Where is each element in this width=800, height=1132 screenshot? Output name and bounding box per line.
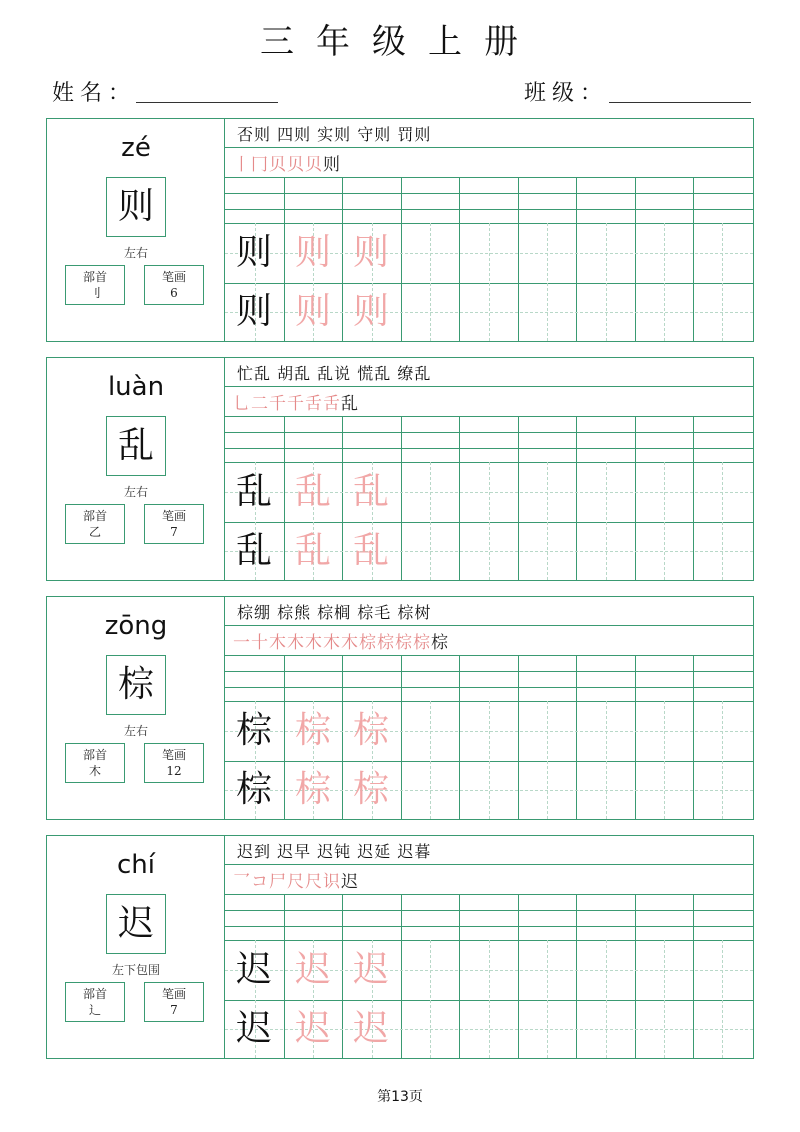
stroke-count-value: 6 <box>170 286 178 300</box>
trace-character: 乱 <box>294 530 331 571</box>
guide-line <box>430 940 431 1058</box>
practice-area <box>225 358 753 580</box>
model-character: 乱 <box>235 471 272 512</box>
stroke-step: 棕 <box>395 633 413 653</box>
grid-line <box>401 177 402 341</box>
stroke-step: 丨 <box>233 155 251 175</box>
guide-line <box>430 462 431 580</box>
guide-line <box>489 223 490 341</box>
grid-line <box>459 894 460 1058</box>
trace-character: 乱 <box>352 530 389 571</box>
guide-line <box>664 701 665 819</box>
guide-line <box>489 462 490 580</box>
grid-line <box>225 625 753 626</box>
grid-line <box>225 147 753 148</box>
radical-value: 乙 <box>88 525 101 539</box>
grid-line <box>635 655 636 819</box>
grid-line <box>693 894 694 1058</box>
grid-line <box>459 655 460 819</box>
grid-line <box>225 432 753 433</box>
stroke-step: 尸 <box>269 872 287 892</box>
character-box: 则 <box>106 177 166 237</box>
stroke-step: 木 <box>305 633 323 653</box>
grid-line <box>459 177 460 341</box>
guide-line <box>722 223 723 341</box>
stroke-step: 棕 <box>377 633 395 653</box>
stroke-count-label: 笔画 <box>161 748 186 762</box>
page-number: 第13页 <box>377 1089 423 1105</box>
stroke-step: 一 <box>233 633 251 653</box>
structure-label: 左下包围 <box>111 963 160 977</box>
pinyin: zé <box>121 133 151 163</box>
grid-line <box>225 910 753 911</box>
grid-line <box>225 177 753 178</box>
stroke-step: 千 <box>269 394 287 414</box>
word-list: 忙乱 胡乱 乱说 慌乱 缭乱 <box>237 364 432 383</box>
guide-line <box>547 223 548 341</box>
grid-line <box>225 386 753 387</box>
stroke-order <box>233 867 359 891</box>
stroke-count-box <box>144 265 204 305</box>
model-character: 则 <box>235 232 272 273</box>
grid-line <box>225 209 753 210</box>
guide-line <box>722 462 723 580</box>
grid-line <box>225 671 753 672</box>
radical-box <box>65 743 125 783</box>
guide-line <box>606 940 607 1058</box>
stroke-step: 十 <box>251 633 269 653</box>
trace-character: 则 <box>294 232 331 273</box>
trace-character: 迟 <box>352 1008 389 1049</box>
grid-line <box>693 177 694 341</box>
grid-line <box>225 193 753 194</box>
trace-character: 则 <box>352 291 389 332</box>
char-info-panel <box>47 119 225 341</box>
model-character: 棕 <box>235 710 272 751</box>
trace-character: 乱 <box>294 471 331 512</box>
page-title: 三年级上册 <box>260 22 540 62</box>
stroke-order <box>233 628 449 652</box>
radical-value: 刂 <box>88 286 101 300</box>
trace-character: 则 <box>352 232 389 273</box>
stroke-step: 舌 <box>323 394 341 414</box>
trace-character: 棕 <box>352 769 389 810</box>
grid-line <box>635 177 636 341</box>
guide-line <box>489 701 490 819</box>
stroke-step: 尺 <box>305 872 323 892</box>
model-character: 则 <box>235 291 272 332</box>
stroke-step: 木 <box>287 633 305 653</box>
guide-line <box>489 940 490 1058</box>
stroke-step: 贝 <box>287 155 305 175</box>
character-box: 迟 <box>106 894 166 954</box>
trace-character: 则 <box>294 291 331 332</box>
radical-label: 部首 <box>82 748 107 762</box>
stroke-count-box <box>144 982 204 1022</box>
stroke-count-label: 笔画 <box>161 987 186 1001</box>
stroke-count-value: 7 <box>170 525 178 539</box>
character-card <box>46 118 754 342</box>
stroke-step: 二 <box>251 394 269 414</box>
practice-area <box>225 836 753 1058</box>
stroke-step: 乱 <box>341 394 359 414</box>
model-character: 迟 <box>235 949 272 990</box>
char-info-panel <box>47 358 225 580</box>
stroke-step: 千 <box>287 394 305 414</box>
grid-line <box>225 687 753 688</box>
radical-box <box>65 265 125 305</box>
model-character: 迟 <box>235 1008 272 1049</box>
practice-area <box>225 119 753 341</box>
guide-line <box>722 940 723 1058</box>
grid-line <box>518 177 519 341</box>
word-list: 棕绷 棕熊 棕榈 棕毛 棕树 <box>237 603 432 622</box>
trace-character: 棕 <box>294 769 331 810</box>
grid-line <box>635 416 636 580</box>
structure-label: 左右 <box>123 724 148 738</box>
guide-line <box>430 223 431 341</box>
name-label: 姓名： <box>52 81 137 106</box>
model-character: 棕 <box>235 769 272 810</box>
stroke-count-box <box>144 743 204 783</box>
guide-line <box>606 462 607 580</box>
trace-character: 棕 <box>352 710 389 751</box>
radical-value: 木 <box>88 764 101 778</box>
grid-line <box>225 864 753 865</box>
structure-label: 左右 <box>123 485 148 499</box>
stroke-count-value: 7 <box>170 1003 178 1017</box>
grid-line <box>576 894 577 1058</box>
character-card <box>46 357 754 581</box>
stroke-step: 木 <box>269 633 287 653</box>
stroke-order <box>233 389 359 413</box>
radical-box <box>65 504 125 544</box>
class-field-line[interactable] <box>609 102 751 103</box>
grid-line <box>576 177 577 341</box>
grid-line <box>693 655 694 819</box>
grid-line <box>401 416 402 580</box>
radical-label: 部首 <box>82 987 107 1001</box>
pinyin: luàn <box>107 372 165 402</box>
guide-line <box>547 940 548 1058</box>
stroke-step: 则 <box>323 155 341 175</box>
character-card <box>46 596 754 820</box>
stroke-step: 棕 <box>413 633 431 653</box>
grid-line <box>635 894 636 1058</box>
model-character: 乱 <box>235 530 272 571</box>
stroke-step: 棕 <box>359 633 377 653</box>
stroke-step: 舌 <box>305 394 323 414</box>
grid-line <box>401 655 402 819</box>
stroke-step: コ <box>251 872 269 892</box>
class-label: 班级： <box>524 81 609 106</box>
stroke-count-value: 12 <box>166 764 182 778</box>
trace-character: 迟 <box>294 949 331 990</box>
stroke-count-label: 笔画 <box>161 509 186 523</box>
grid-line <box>576 416 577 580</box>
stroke-step: 识 <box>323 872 341 892</box>
practice-area <box>225 597 753 819</box>
guide-line <box>722 701 723 819</box>
stroke-order <box>233 150 341 174</box>
trace-character: 棕 <box>294 710 331 751</box>
radical-value: 辶 <box>88 1003 101 1017</box>
grid-line <box>225 655 753 656</box>
guide-line <box>664 462 665 580</box>
stroke-step: 木 <box>341 633 359 653</box>
word-list: 迟到 迟早 迟钝 迟延 迟暮 <box>237 842 432 861</box>
stroke-step: 棕 <box>431 633 449 653</box>
name-field-line[interactable] <box>136 102 278 103</box>
grid-line <box>401 894 402 1058</box>
grid-line <box>225 894 753 895</box>
grid-line <box>576 655 577 819</box>
stroke-step: 迟 <box>341 872 359 892</box>
stroke-step: 乛 <box>233 872 251 892</box>
stroke-step: 尺 <box>287 872 305 892</box>
guide-line <box>606 701 607 819</box>
trace-character: 迟 <box>294 1008 331 1049</box>
grid-line <box>693 416 694 580</box>
grid-line <box>518 655 519 819</box>
pinyin: chí <box>117 850 155 880</box>
stroke-count-label: 笔画 <box>161 270 186 284</box>
character-card <box>46 835 754 1059</box>
stroke-count-box <box>144 504 204 544</box>
stroke-step: 乚 <box>233 394 251 414</box>
char-info-panel <box>47 597 225 819</box>
radical-box <box>65 982 125 1022</box>
structure-label: 左右 <box>123 246 148 260</box>
radical-label: 部首 <box>82 270 107 284</box>
guide-line <box>547 462 548 580</box>
grid-line <box>225 926 753 927</box>
guide-line <box>547 701 548 819</box>
character-box: 棕 <box>106 655 166 715</box>
stroke-step: 贝 <box>305 155 323 175</box>
word-list: 否则 四则 实则 守则 罚则 <box>237 125 432 144</box>
character-box: 乱 <box>106 416 166 476</box>
guide-line <box>430 701 431 819</box>
trace-character: 乱 <box>352 471 389 512</box>
grid-line <box>518 894 519 1058</box>
pinyin: zōng <box>104 611 168 641</box>
trace-character: 迟 <box>352 949 389 990</box>
stroke-step: 贝 <box>269 155 287 175</box>
guide-line <box>606 223 607 341</box>
guide-line <box>664 940 665 1058</box>
char-info-panel <box>47 836 225 1058</box>
stroke-step: 木 <box>323 633 341 653</box>
guide-line <box>664 223 665 341</box>
grid-line <box>225 448 753 449</box>
grid-line <box>225 416 753 417</box>
radical-label: 部首 <box>82 509 107 523</box>
stroke-step: 冂 <box>251 155 269 175</box>
grid-line <box>459 416 460 580</box>
grid-line <box>518 416 519 580</box>
